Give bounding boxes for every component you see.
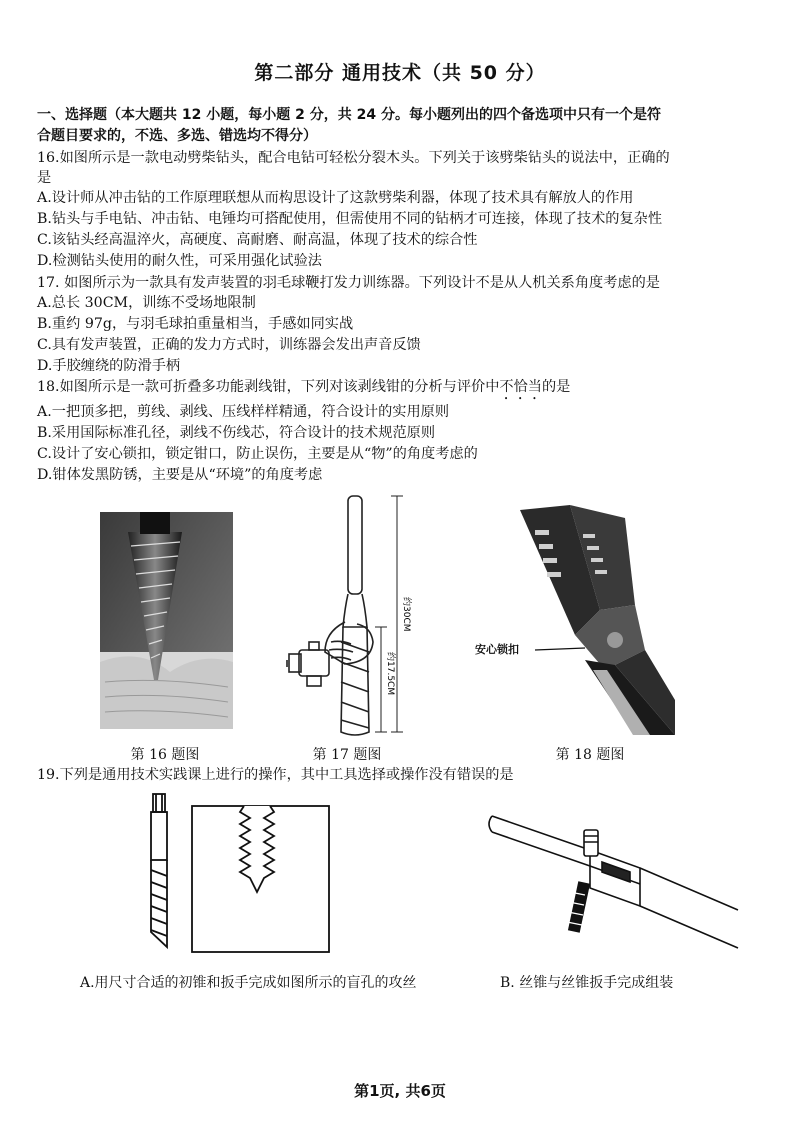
fig19b-tap-wrench-drawing <box>490 810 740 960</box>
page-title: 第二部分 通用技术（共 50 分） <box>254 62 546 84</box>
q18-option-a: A.一把顶多把，剪线、剥线、压线样样精通，符合设计的实用原则 <box>37 404 450 420</box>
fig17-caption: 第 17 题图 <box>312 747 382 763</box>
q16-option-a: A.设计师从冲击钻的工作原理联想从而构思设计了这款劈柴利器，体现了技术具有解放人的作用 <box>37 190 634 206</box>
q16-stem-line1: 16.如图所示是一款电动劈柴钻头，配合电钻可轻松分裂木头。下列关于该劈柴钻头的说法中，正确的 <box>37 150 670 166</box>
q18-stem-emphasis: 不恰当 <box>499 379 542 395</box>
fig19a-tap-and-hole-drawing <box>140 792 340 957</box>
fig16-caption: 第 16 题图 <box>130 747 200 763</box>
q19-option-a: A.用尺寸合适的初锥和扳手完成如图所示的盲孔的攻丝 <box>80 975 417 991</box>
section-heading-line2: 合题目要求的，不选、多选、错选均不得分） <box>37 128 317 144</box>
fig17-dim-total: 约30CM <box>401 597 411 632</box>
q18-stem <box>37 377 570 403</box>
q17-option-a: A.总长 30CM，训练不受场地限制 <box>37 295 256 311</box>
q18-option-c: C.设计了安心锁扣，锁定钳口，防止误伤，主要是从“物”的角度考虑的 <box>37 446 478 462</box>
q16-stem-line2: 是 <box>37 170 52 186</box>
q16-option-d: D.检测钻头使用的耐久性，可采用强化试验法 <box>37 253 322 269</box>
section-heading-line1: 一、选择题（本大题共 12 小题，每小题 2 分，共 24 分。每小题列出的四个备选项中只有一个是符 <box>37 107 661 123</box>
q19-option-b: B. 丝锥与丝锥扳手完成组装 <box>500 975 674 991</box>
q17-option-b: B.重约 97g，与羽毛球拍重量相当，手感如同实战 <box>37 316 354 332</box>
q18-stem-post: 的是 <box>541 379 571 395</box>
q18-stem-pre: 18.如图所示是一款可折叠多功能剥线钳，下列对该剥线钳的分析与评价中 <box>37 379 500 395</box>
fig17-trainer-drawing <box>285 492 415 742</box>
page-footer: 第1页, 共6页 <box>354 1082 446 1100</box>
q17-option-c: C.具有发声装置，正确的发力方式时，训练器会发出声音反馈 <box>37 337 421 353</box>
fig18-caption: 第 18 题图 <box>555 747 625 763</box>
q17-option-d: D.手胶缠绕的防滑手柄 <box>37 358 181 374</box>
fig17-dim-handle: 约17.5CM <box>385 652 395 696</box>
q17-stem: 17. 如图所示为一款具有发声装置的羽毛球鞭打发力训练器。下列设计不是从人机关系角度考虑的是 <box>37 275 660 291</box>
q19-stem: 19.下列是通用技术实践课上进行的操作，其中工具选择或操作没有错误的是 <box>37 767 514 783</box>
q18-option-d: D.钳体发黑防锈，主要是从“环境”的角度考虑 <box>37 467 323 483</box>
fig16-drill-bit-image <box>100 512 233 729</box>
fig18-wire-stripper-image <box>475 500 675 735</box>
q16-option-c: C.该钻头经高温淬火，高硬度、高耐磨、耐高温，体现了技术的综合性 <box>37 232 478 248</box>
fig18-label: 安心锁扣 <box>475 643 519 656</box>
q16-option-b: B.钻头与手电钻、冲击钻、电锤均可搭配使用，但需使用不同的钻柄才可连接，体现了技术的复杂性 <box>37 211 663 227</box>
q18-option-b: B.采用国际标准孔径，剥线不伤线芯，符合设计的技术规范原则 <box>37 425 436 441</box>
